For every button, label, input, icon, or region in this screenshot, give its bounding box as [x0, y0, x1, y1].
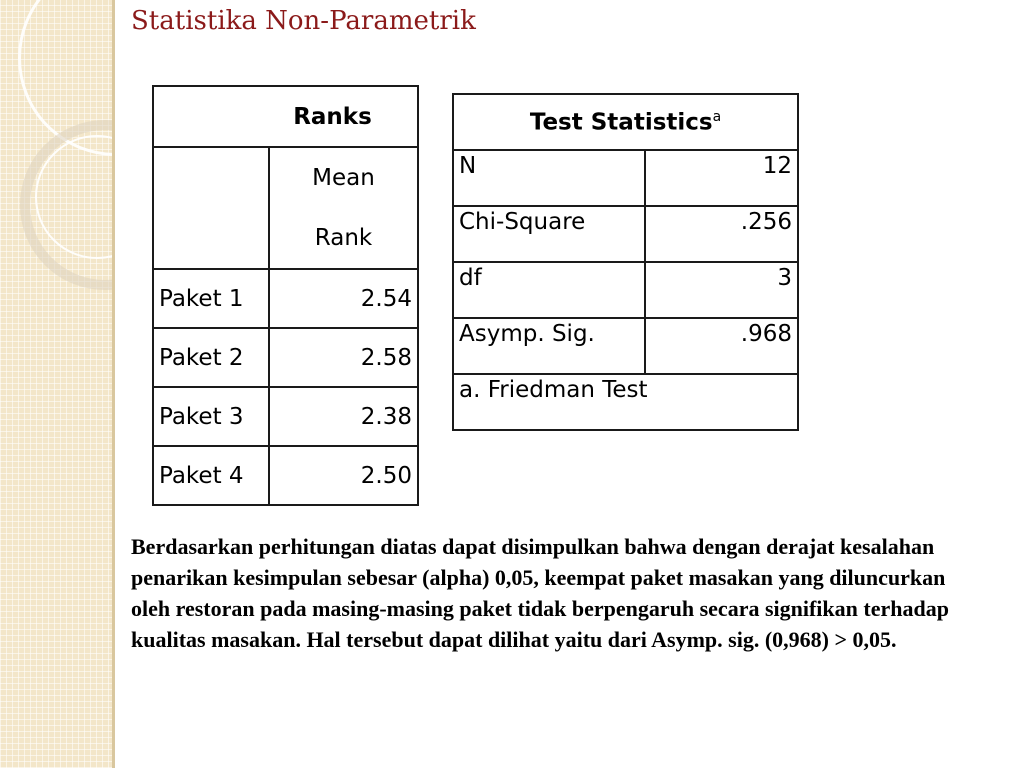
row-label: Paket 1	[153, 269, 269, 328]
ranks-column-header-row	[153, 147, 418, 269]
conclusion-paragraph: Berdasarkan perhitungan diatas dapat disimpulkan bahwa dengan derajat kesalahan penarikan kesimpulan sebesar (alpha) 0,05, keempat paket masakan yang diluncurkan oleh restoran pada masing-masing paket tidak berpengaruh secara signifikan terhadap kualitas masakan. Hal tersebut dapat dilihat yaitu dari Asymp. sig. (0,968) > 0,05.	[131, 534, 949, 652]
table-row	[153, 387, 418, 446]
mean-rank-value: 2.38	[269, 387, 418, 446]
ranks-title-text: Ranks	[293, 103, 372, 130]
table-row	[453, 150, 798, 206]
row-label: Paket 2	[153, 328, 269, 387]
statistic-label: Chi-Square	[453, 206, 645, 262]
mean-rank-value: 2.58	[269, 328, 418, 387]
mean-rank-value: 2.50	[269, 446, 418, 505]
statistic-value: 3	[645, 262, 798, 318]
sidebar-border	[112, 0, 115, 768]
ranks-table	[152, 85, 419, 506]
ranks-table-title	[153, 86, 418, 147]
mean-rank-header-line2: Rank	[314, 225, 373, 251]
row-label: Paket 4	[153, 446, 269, 505]
table-footnote: a. Friedman Test	[453, 374, 798, 430]
statistic-label: Asymp. Sig.	[453, 318, 645, 374]
statistic-label: N	[453, 150, 645, 206]
statistic-value: .256	[645, 206, 798, 262]
table-row	[453, 318, 798, 374]
row-label: Paket 3	[153, 387, 269, 446]
test-statistics-title	[453, 94, 798, 150]
slide-title: Statistika Non-Parametrik	[131, 6, 476, 36]
statistic-value: 12	[645, 150, 798, 206]
table-footnote-row	[453, 374, 798, 430]
table-row	[153, 328, 418, 387]
test-statistics-header	[453, 94, 798, 150]
statistic-value: .968	[645, 318, 798, 374]
table-row	[453, 206, 798, 262]
mean-rank-value: 2.54	[269, 269, 418, 328]
decorative-sidebar	[0, 0, 114, 768]
table-row	[453, 262, 798, 318]
table-row	[153, 446, 418, 505]
table-row	[153, 269, 418, 328]
mean-rank-header-line1: Mean	[312, 165, 375, 191]
statistic-label: df	[453, 262, 645, 318]
ranks-table-header	[153, 86, 418, 147]
footnote-marker: a	[712, 108, 722, 125]
test-statistics-title-text: Test Statistics	[529, 109, 713, 136]
mean-rank-header	[269, 147, 418, 269]
test-statistics-table	[452, 93, 799, 431]
ranks-empty-header-cell	[153, 147, 269, 269]
